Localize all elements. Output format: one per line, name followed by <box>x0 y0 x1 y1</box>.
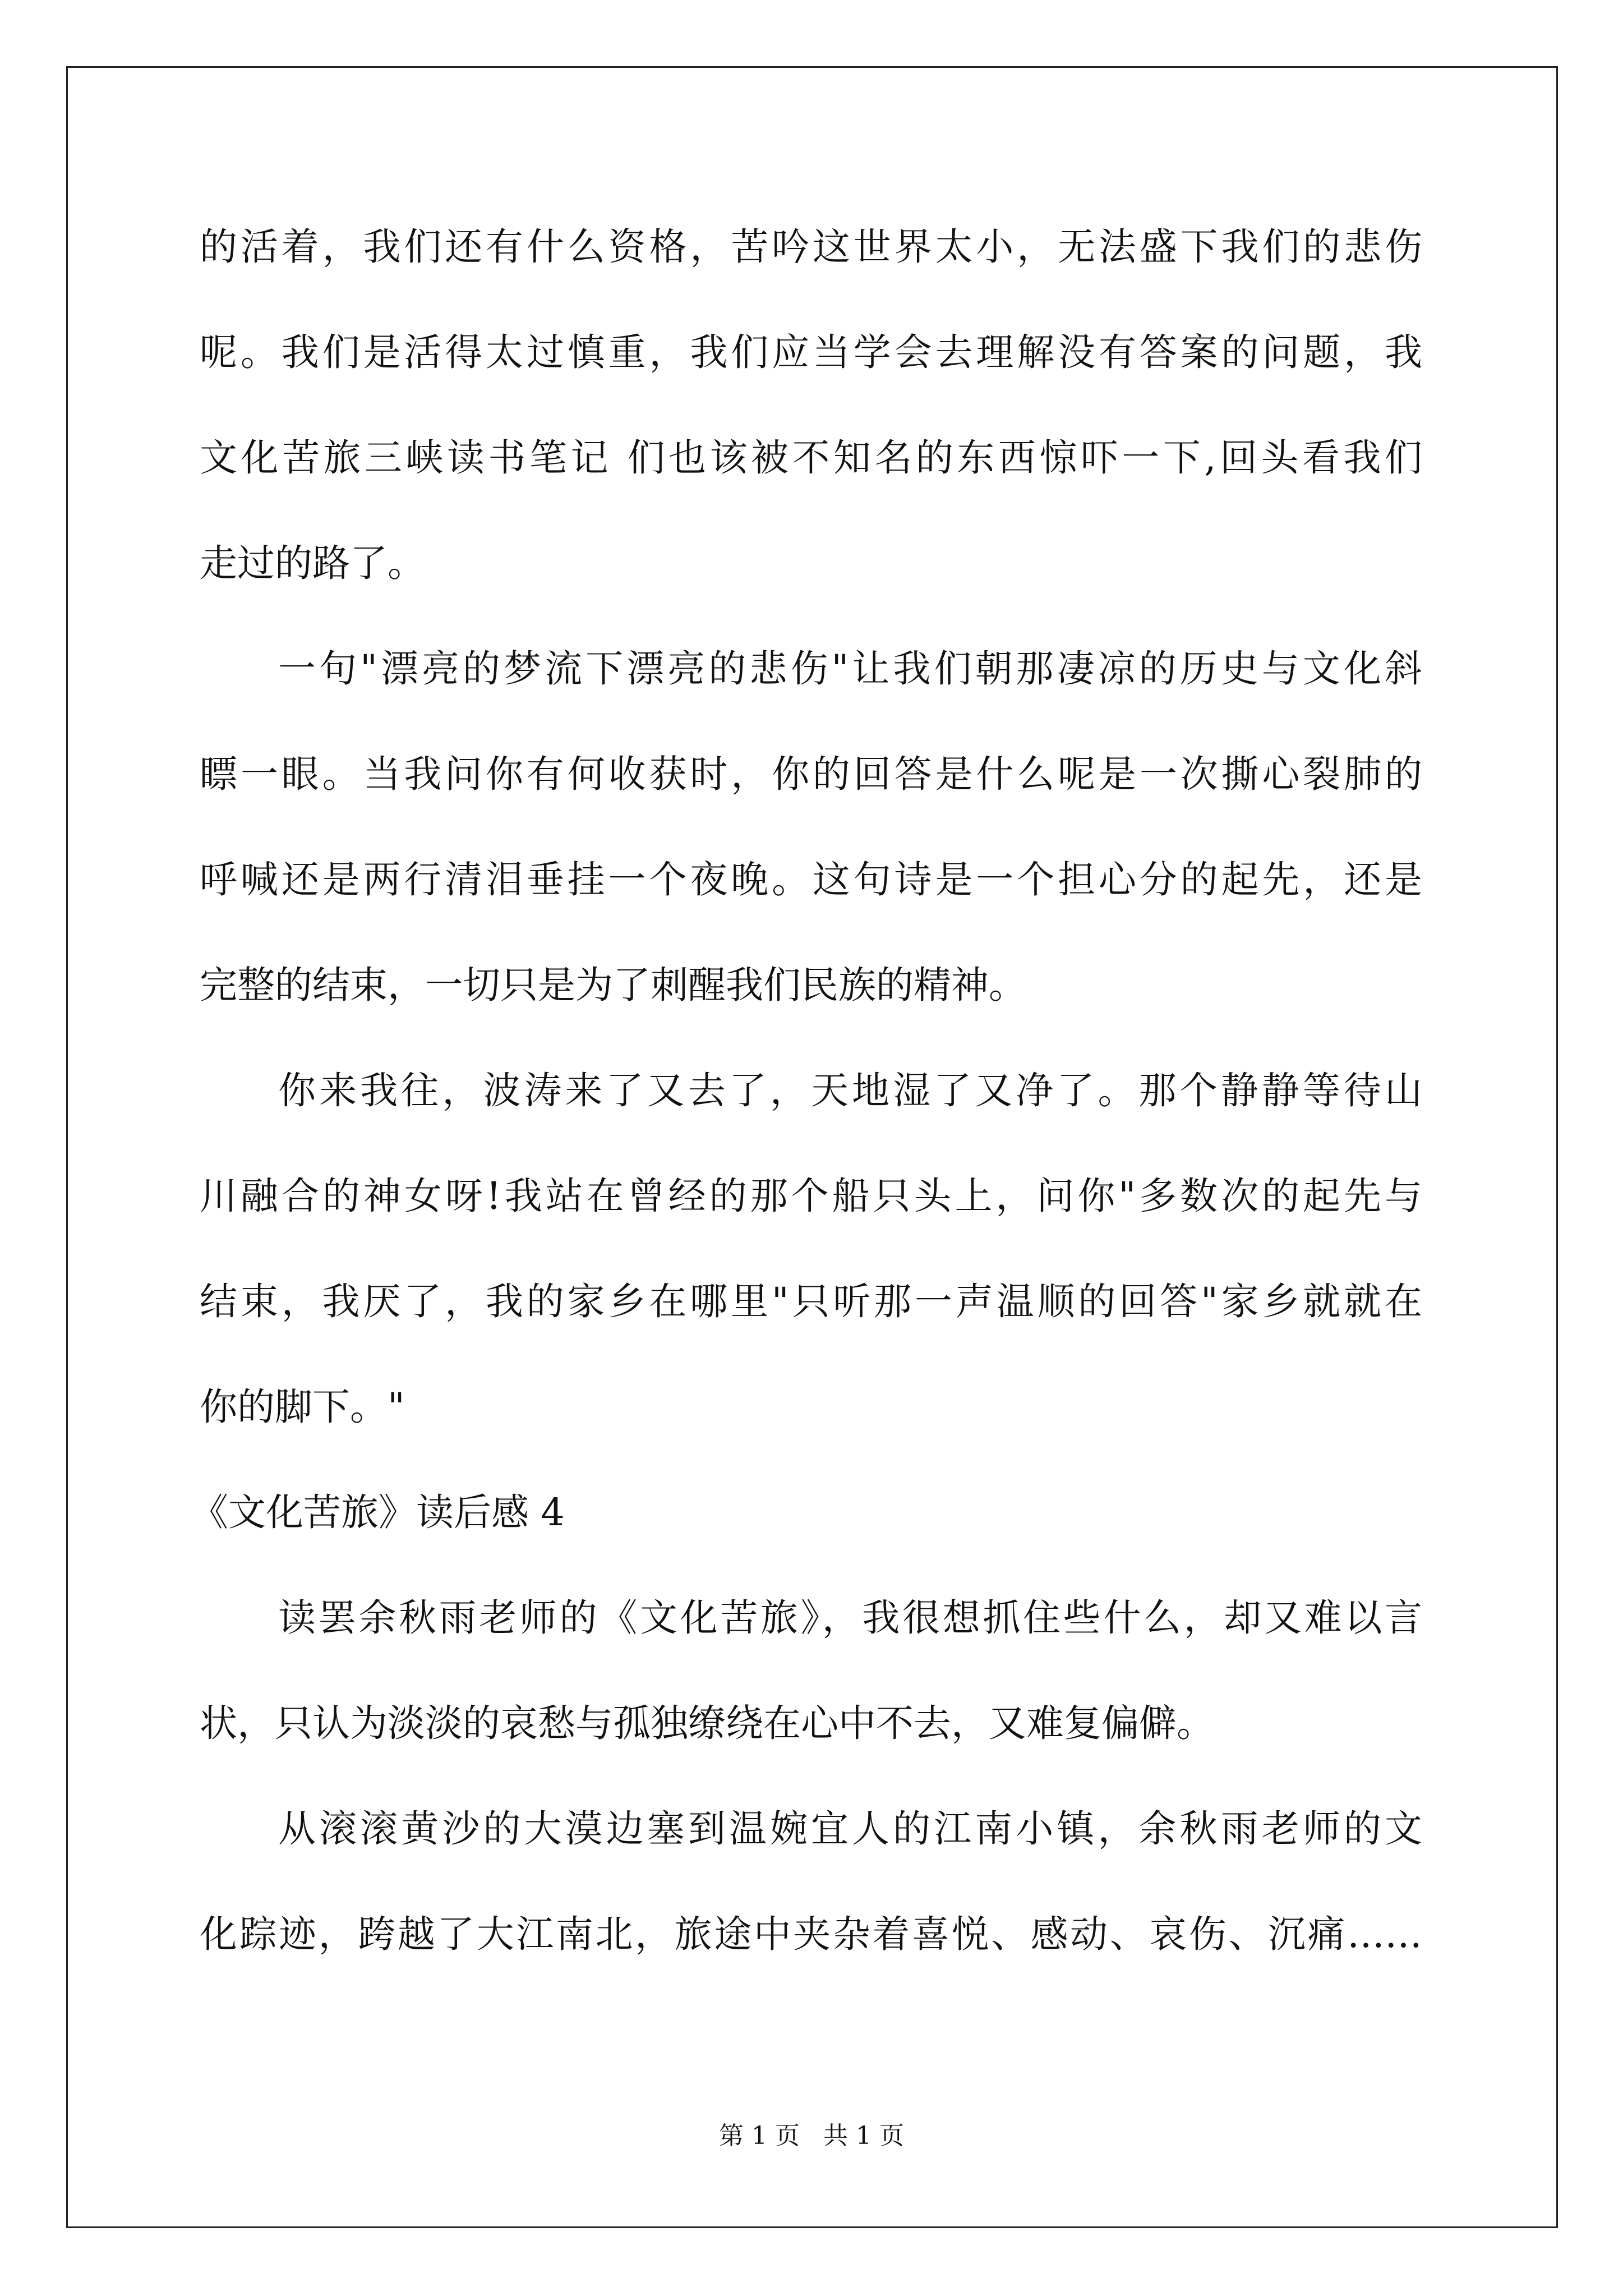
text-line: 状，只认为淡淡的哀愁与孤独缭绕在心中不去，又难复偏僻。 <box>200 1701 1214 1745</box>
text-line: 走过的路了。 <box>200 541 425 585</box>
text-line: 的活着，我们还有什么资格，苦吟这世界太小，无法盛下我们的悲伤 <box>200 225 1422 269</box>
text-line: 呼喊还是两行清泪垂挂一个夜晚。这句诗是一个担心分的起先，还是 <box>200 858 1422 901</box>
section-heading: 《文化苦旅》读后感 4 <box>191 1490 565 1534</box>
text-line: 川融合的神女呀!我站在曾经的那个船只头上，问你"多数次的起先与 <box>200 1174 1422 1218</box>
text-line: 读罢余秋雨老师的《文化苦旅》，我很想抓住些什么，却又难以言 <box>278 1596 1422 1640</box>
text-line: 你的脚下。" <box>200 1385 405 1429</box>
text-line: 化踪迹，跨越了大江南北，旅途中夹杂着喜悦、感动、哀伤、沉痛…… <box>200 1912 1422 1956</box>
text-line: 完整的结束，一切只是为了刺醒我们民族的精神。 <box>200 963 1026 1007</box>
text-line: 文化苦旅三峡读书笔记 们也该被不知名的东西惊吓一下,回头看我们 <box>200 436 1422 480</box>
text-line: 呢。我们是活得太过慎重，我们应当学会去理解没有答案的问题，我 <box>200 330 1422 374</box>
text-line: 你来我往，波涛来了又去了，天地湿了又净了。那个静静等待山 <box>278 1069 1422 1112</box>
text-line: 瞟一眼。当我问你有何收获时，你的回答是什么呢是一次撕心裂肺的 <box>200 752 1422 796</box>
page-footer: 第 1 页 共 1 页 <box>719 2122 904 2150</box>
text-line: 从滚滚黄沙的大漠边塞到温婉宜人的江南小镇，余秋雨老师的文 <box>278 1807 1422 1851</box>
text-line: 一句"漂亮的梦流下漂亮的悲伤"让我们朝那凄凉的历史与文化斜 <box>278 647 1422 691</box>
text-line: 结束，我厌了，我的家乡在哪里"只听那一声温顺的回答"家乡就就在 <box>200 1280 1422 1323</box>
